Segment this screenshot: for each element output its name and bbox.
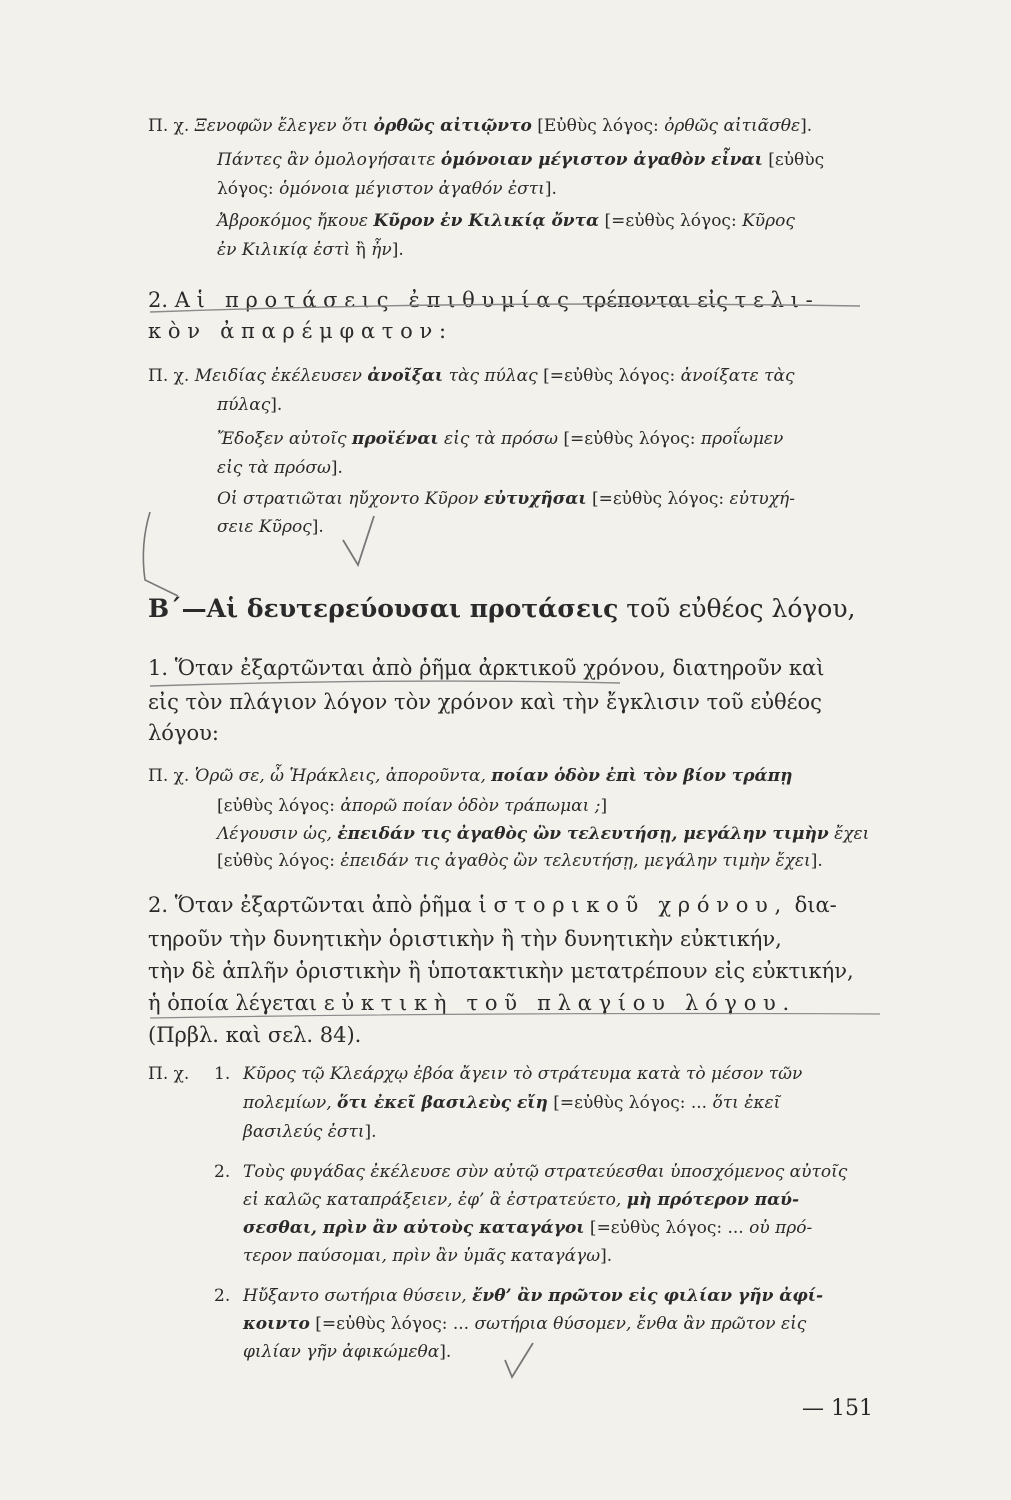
- pencil-checkmark: [505, 1343, 533, 1377]
- example-label: Π. χ.: [148, 116, 190, 136]
- example-line: Τοὺς φυγάδας ἐκέλευσε σὺν αὐτῷ στρατεύεσθαι ὑποσχόμενος αὐτοῖς: [243, 1162, 848, 1182]
- example-line: ἐν Κιλικίᾳ ἐστὶ ἢ ἦν].: [217, 240, 404, 260]
- paragraph-line: τηροῦν τὴν δυνητικὴν ὁριστικὴν ἢ τὴν δυνητικὴν εὐκτικήν,: [148, 927, 782, 951]
- example-number: 2.: [214, 1286, 231, 1306]
- example-line: [148, 1066, 189, 1083]
- example-line: Ηὔξαντο σωτήρια θύσειν, ἔνθ’ ἂν πρῶτον εἰς φιλίαν γῆν ἀφί-: [243, 1286, 824, 1306]
- section-heading: 2. Αἱ προτάσεις ἐπιθυμίας τρέπονται εἰς τελι-: [148, 288, 820, 312]
- example-line: κοιντο [=εὐθὺς λόγος: ... σωτήρια θύσομεν, ἔνθα ἂν πρῶτον εἰς: [243, 1314, 807, 1334]
- example-number: 2.: [214, 1162, 231, 1182]
- page-number: — 151: [802, 1396, 873, 1421]
- example-line: πολεμίων, ὅτι ἐκεῖ βασιλεὺς εἴη [=εὐθὺς λόγος: ... ὅτι ἐκεῖ: [243, 1093, 781, 1113]
- paragraph-line: εἰς τὸν πλάγιον λόγον τὸν χρόνον καὶ τὴν ἔγκλισιν τοῦ εὐθέος: [148, 690, 822, 714]
- example-line: εἰς τὰ πρόσω].: [217, 458, 343, 478]
- section-heading-cont: κὸν ἀπαρέμφατον:: [148, 319, 453, 343]
- paragraph-line: τὴν δὲ ἁπλῆν ὁριστικὴν ἢ ὑποτακτικὴν μετατρέπουν εἰς εὐκτικήν,: [148, 959, 854, 983]
- paragraph-line: (Πρβλ. καὶ σελ. 84).: [148, 1023, 362, 1047]
- pencil-underline: [150, 681, 620, 686]
- example-line: εἰ καλῶς καταπράξειεν, ἐφ’ ἃ ἐστρατεύετο, μὴ πρότερον παύ-: [243, 1190, 800, 1210]
- example-line: βασιλεύς ἐστι].: [243, 1122, 377, 1142]
- paragraph-line: ἡ ὁποία λέγεται εὐκτικὴ τοῦ πλαγίου λόγου.: [148, 991, 796, 1015]
- pencil-bracket: [143, 512, 178, 596]
- example-label: Π. χ.: [148, 366, 190, 386]
- example-line: Λέγουσιν ὡς, ἐπειδάν τις ἀγαθὸς ὢν τελευτήσῃ, μεγάλην τιμὴν ἔχει: [217, 824, 870, 844]
- paragraph-line: 1. Ὅταν ἐξαρτῶνται ἀπὸ ῥῆμα ἀρκτικοῦ χρόνου, διατηροῦν καὶ: [148, 656, 825, 680]
- example-line: [εὐθὺς λόγος: ἐπειδάν τις ἀγαθὸς ὢν τελευτήσῃ, μεγάλην τιμὴν ἔχει].: [217, 851, 823, 871]
- chapter-heading: Β΄—Αἱ δευτερεύουσαι προτάσεις τοῦ εὐθέος λόγου,: [148, 594, 856, 623]
- example-label: Π. χ.: [148, 766, 190, 786]
- example-line: πύλας].: [217, 395, 283, 415]
- paragraph-line: λόγου:: [148, 721, 219, 745]
- example-line: Π. χ. Μειδίας ἐκέλευσεν ἀνοῖξαι τὰς πύλας [=εὐθὺς λόγος: ἀνοίξατε τὰς: [148, 366, 795, 386]
- example-line: Κῦρος τῷ Κλεάρχῳ ἐβόα ἄγειν τὸ στράτευμα κατὰ τὸ μέσον τῶν: [243, 1064, 803, 1084]
- example-line: σειε Κῦρος].: [217, 517, 324, 537]
- example-line: Π. χ. Ὁρῶ σε, ὦ Ἡράκλεις, ἀποροῦντα, ποίαν ὁδὸν ἐπὶ τὸν βίον τράπῃ: [148, 766, 793, 786]
- example-line: Πάντες ἂν ὁμολογήσαιτε ὁμόνοιαν μέγιστον ἀγαθὸν εἶναι [εὐθὺς: [217, 150, 825, 170]
- example-line: [εὐθὺς λόγος: ἀπορῶ ποίαν ὁδὸν τράπωμαι ;]: [217, 796, 608, 816]
- example-number: 1.: [214, 1064, 231, 1084]
- example-line: Ἀβροκόμος ἤκουε Κῦρον ἐν Κιλικίᾳ ὄντα [=εὐθὺς λόγος: Κῦρος: [217, 211, 795, 231]
- example-line: σεσθαι, πρὶν ἂν αὐτοὺς καταγάγοι [=εὐθὺς λόγος: ... οὐ πρό-: [243, 1218, 813, 1238]
- example-line: λόγος: ὁμόνοια μέγιστον ἀγαθόν ἐστι].: [217, 179, 557, 199]
- example-line: φιλίαν γῆν ἀφικώμεθα].: [243, 1342, 452, 1362]
- example-label: Π. χ.: [148, 1064, 190, 1084]
- example-line: Π. χ. Ξενοφῶν ἔλεγεν ὅτι ὀρθῶς αἰτιῷντο [Εὐθὺς λόγος: ὀρθῶς αἰτιᾶσθε].: [148, 116, 813, 136]
- example-line: Οἱ στρατιῶται ηὔχοντο Κῦρον εὐτυχῆσαι [=εὐθὺς λόγος: εὐτυχή-: [217, 489, 795, 509]
- paragraph-line: 2. Ὅταν ἐξαρτῶνται ἀπὸ ῥῆμα ἱστορικοῦ χρόνου, δια-: [148, 893, 837, 917]
- example-line: Ἔδοξεν αὐτοῖς προϊέναι εἰς τὰ πρόσω [=εὐθὺς λόγος: προΐωμεν: [217, 429, 784, 449]
- pencil-checkmark: [343, 516, 374, 565]
- example-line: τερον παύσομαι, πρὶν ἂν ὑμᾶς καταγάγω].: [243, 1246, 613, 1266]
